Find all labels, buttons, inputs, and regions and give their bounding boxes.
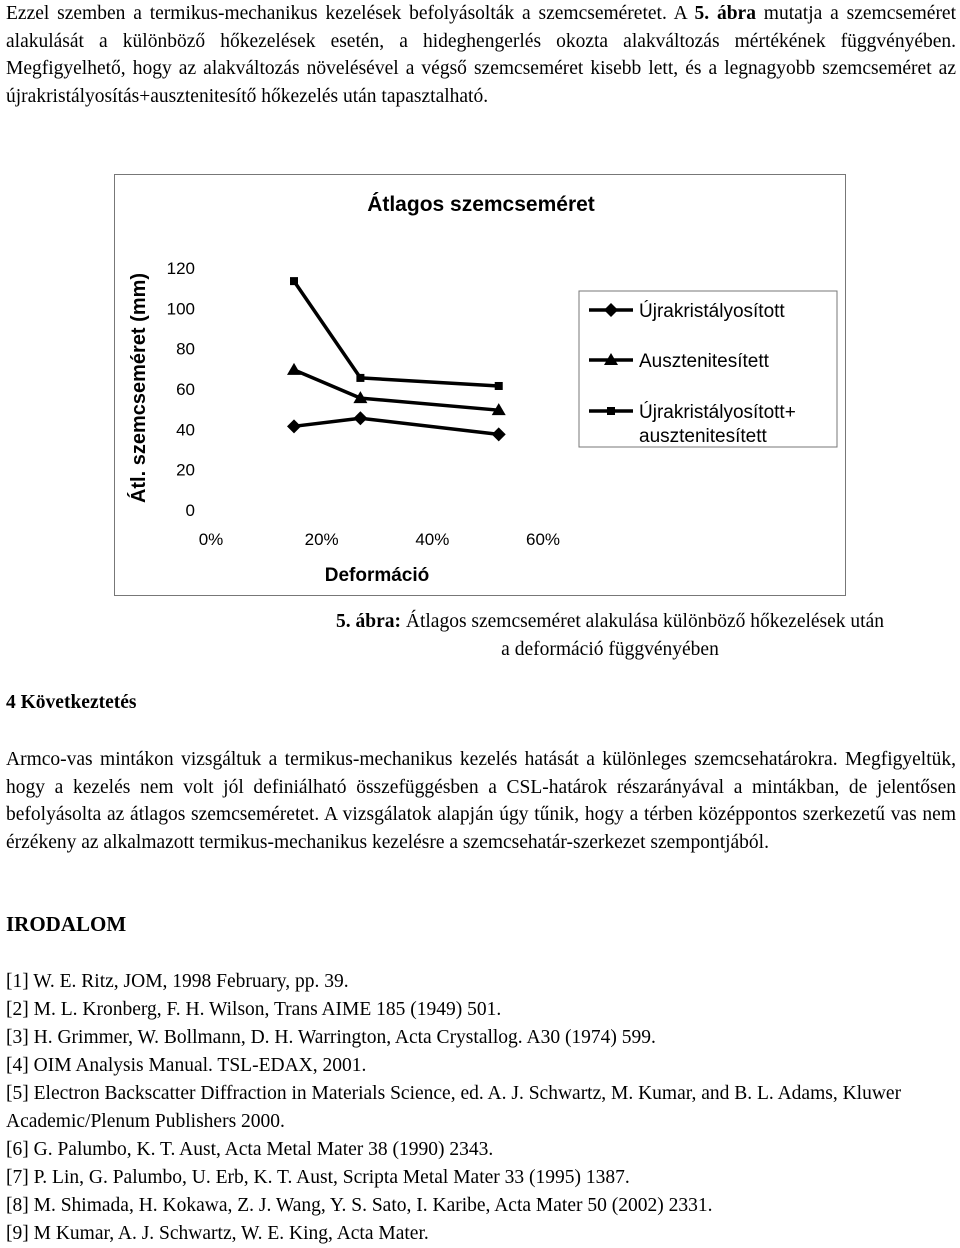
legend-label: Újrakristályosított	[639, 301, 785, 322]
caption-label: 5. ábra:	[336, 611, 401, 632]
x-tick-label: 0%	[198, 530, 224, 549]
data-point-square	[495, 382, 503, 390]
conclusion-paragraph: Armco-vas mintákon vizsgáltuk a termikus-mechanikus kezelés hatását a különleges szemcsehatárokra. Megfigyeltük, hogy a kezelés nem volt jól definiálható összefüggésben a CSL-határok részarányával a mintákban, de jelentősen befolyásolta az átlagos szemcseméretet. A vizsgálatok alapján úgy tűnik, hogy a térben középpontos szerkezetű vas nem érzékeny az alkalmazott termikus-mechanikus kezelésre a szemcsehatár-szerkezet szempontjából.	[6, 749, 956, 853]
series-line-2	[294, 370, 499, 410]
y-tick-label: 100	[166, 299, 195, 319]
chart-frame	[114, 174, 846, 596]
chart-title: Átlagos szemcseméret	[367, 193, 595, 216]
y-tick-label: 20	[176, 460, 195, 480]
data-point-diamond	[492, 427, 506, 441]
legend-label: Ausztenitesített	[639, 351, 769, 372]
data-point-square	[356, 374, 364, 382]
y-tick-label: 40	[176, 420, 195, 440]
series-line-1	[294, 418, 499, 434]
reference-item: [5] Electron Backscatter Diffraction in Materials Science, ed. A. J. Schwartz, M. Kumar, and B. L. Adams, Kluwer Academic/Plenum Publishers 2000.	[6, 1083, 902, 1132]
reference-item: [8] M. Shimada, H. Kokawa, Z. J. Wang, Y. S. Sato, I. Karibe, Acta Mater 50 (2002) 2331.	[6, 1195, 713, 1216]
x-axis-label: Deformáció	[324, 565, 430, 586]
intro-paragraph	[6, 0, 956, 110]
reference-item: [1] W. E. Ritz, JOM, 1998 February, pp. 39.	[6, 971, 349, 992]
y-tick-label: 0	[185, 501, 195, 520]
conclusion-heading: 4 Következtetés	[6, 692, 137, 713]
series-line-3	[294, 281, 499, 386]
reference-item: [2] M. L. Kronberg, F. H. Wilson, Trans AIME 185 (1949) 501.	[6, 999, 502, 1020]
legend-label: Újrakristályosított+	[639, 402, 796, 423]
intro-text-end: mutatja a szemcseméret alakulását a különböző hőkezelések esetén, a hideghengerlés okozta alakváltozás mértékének függvényében. Megfigyelhető, hogy az alakváltozás növelésével a végső szemcseméret kisebb lett, és a legnagyobb szemcseméret az újrakristályosítás+ausztenitesítő hőkezelés után tapasztalható.	[6, 3, 957, 107]
references-heading: IRODALOM	[6, 912, 127, 936]
caption-text: Átlagos szemcseméret alakulása különböző hőkezelések után a deformáció függvényében	[401, 611, 884, 660]
figure-reference[interactable]: 5. ábra	[694, 3, 756, 24]
reference-item: [7] P. Lin, G. Palumbo, U. Erb, K. T. Aust, Scripta Metal Mater 33 (1995) 1387.	[6, 1167, 630, 1188]
reference-item: [4] OIM Analysis Manual. TSL-EDAX, 2001.	[6, 1055, 367, 1076]
reference-item: [3] H. Grimmer, W. Bollmann, D. H. Warrington, Acta Crystallog. A30 (1974) 599.	[6, 1027, 656, 1048]
data-point-diamond	[353, 411, 367, 425]
figure-caption	[330, 608, 890, 664]
legend-label: ausztenitesített	[639, 426, 767, 447]
data-point-square	[290, 277, 298, 285]
reference-list	[6, 968, 958, 1248]
data-point-diamond	[287, 419, 301, 433]
intro-text-start: Ezzel szemben a termikus-mechanikus kezelések befolyásolták a szemcseméretet. A	[6, 3, 695, 24]
x-tick-label: 20%	[304, 530, 339, 549]
y-axis-label: Átl. szemcseméret (mm)	[128, 272, 150, 504]
y-tick-label: 80	[176, 339, 195, 359]
x-tick-label: 60%	[525, 530, 561, 549]
y-tick-label: 120	[166, 259, 195, 278]
data-point-triangle	[287, 363, 301, 375]
y-tick-label: 60	[176, 380, 195, 399]
reference-item: [9] M Kumar, A. J. Schwartz, W. E. King, Acta Mater.	[6, 1223, 429, 1244]
grain-size-chart	[115, 175, 847, 597]
reference-item: [6] G. Palumbo, K. T. Aust, Acta Metal Mater 38 (1990) 2343.	[6, 1139, 494, 1160]
legend-marker-square	[607, 407, 615, 415]
x-tick-label: 40%	[415, 530, 450, 549]
